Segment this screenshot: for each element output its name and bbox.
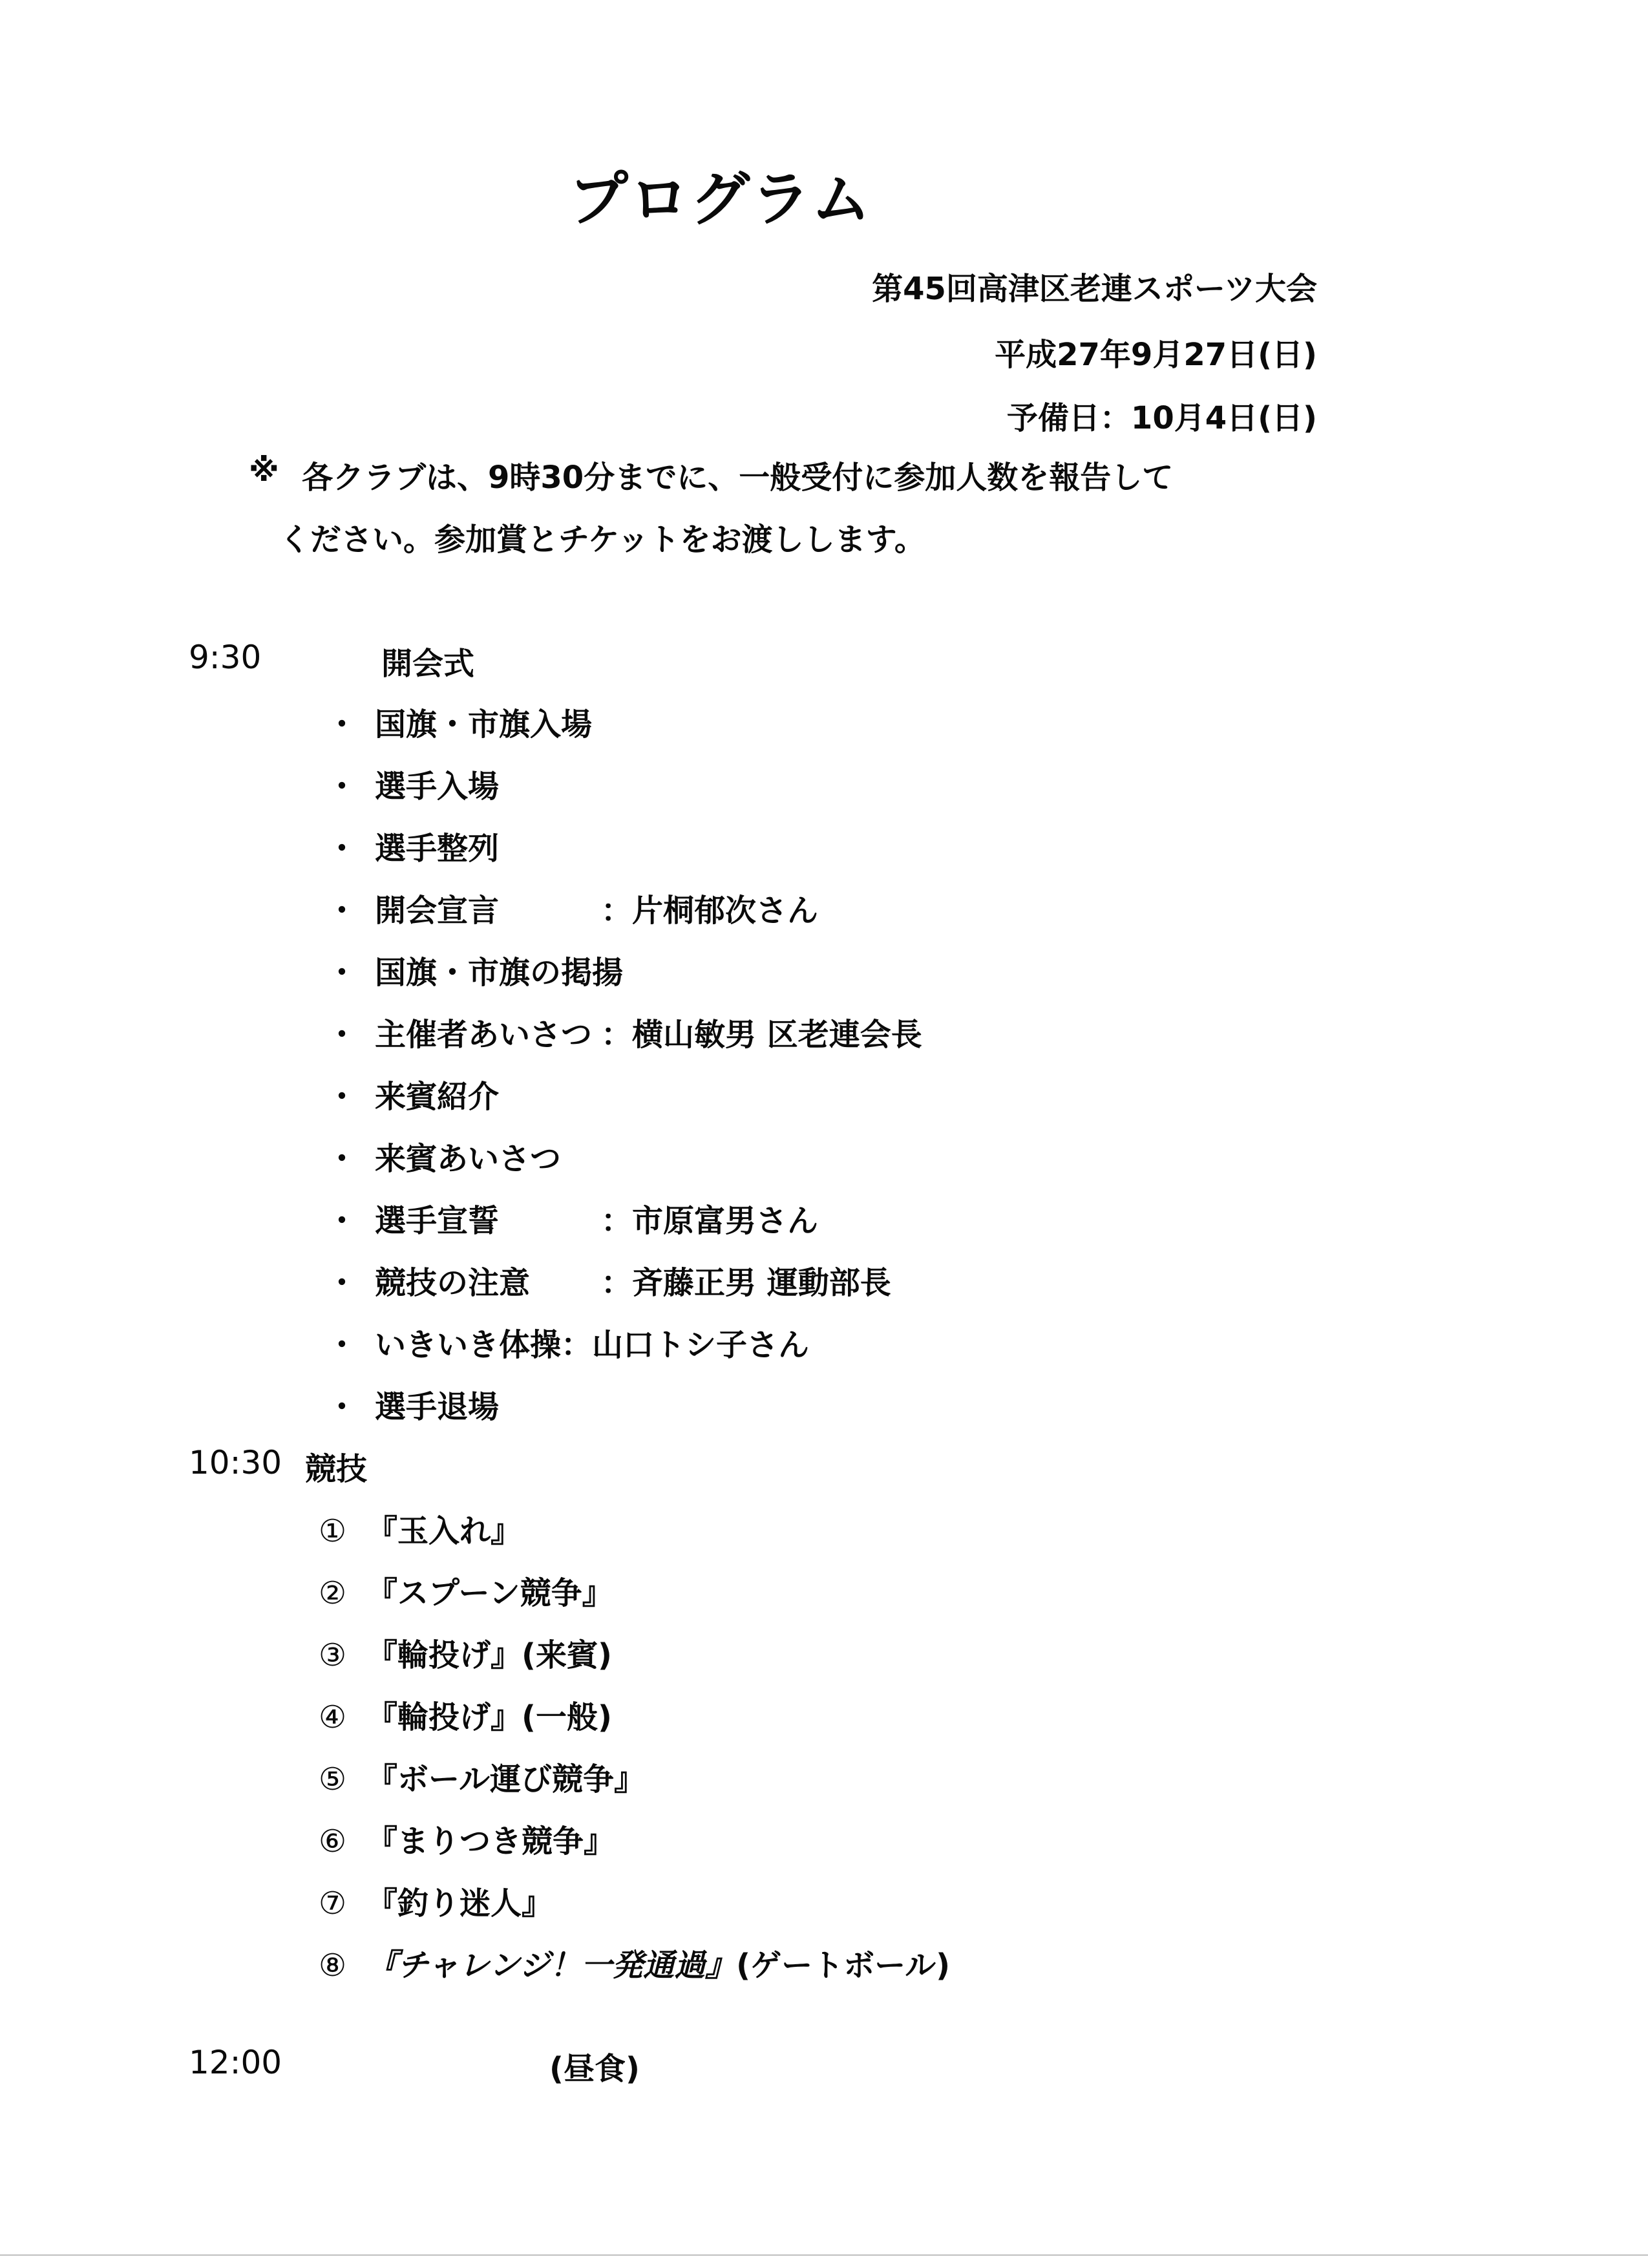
bullet: ・ <box>326 1389 358 1425</box>
competition-event <box>319 1878 553 1923</box>
opening-item <box>326 1134 561 1178</box>
item-label: 開会宣言 <box>375 893 500 929</box>
note-line-2: ください。参加賞とチケットをお渡しします。 <box>279 522 925 558</box>
event-name: 『輪投げ』 <box>366 1699 522 1735</box>
event-number: ② <box>319 1575 347 1611</box>
event-name: 『スプーン競争』 <box>366 1575 613 1611</box>
item-label: 来賓紹介 <box>375 1079 500 1115</box>
event-note: (ゲートボール) <box>736 1947 951 1984</box>
opening-item <box>326 1010 922 1054</box>
competition-event <box>319 1506 522 1551</box>
opening-item <box>326 761 499 806</box>
event-number: ⑧ <box>319 1947 347 1984</box>
competition-event <box>319 1630 612 1675</box>
item-label: 選手退場 <box>375 1389 500 1425</box>
competition-event <box>319 1568 613 1613</box>
note-mark: ※ <box>249 452 279 489</box>
event-date: 平成27年9月27日(日) <box>995 337 1317 373</box>
bullet: ・ <box>326 893 358 929</box>
bullet: ・ <box>326 1017 358 1053</box>
item-detail: ：市原富男さん <box>601 1203 819 1239</box>
opening-heading: 開会式 <box>381 646 475 682</box>
opening-item <box>326 1320 809 1364</box>
opening-time: 9:30 <box>189 639 262 676</box>
item-label: 競技の注意 <box>375 1265 531 1301</box>
bullet: ・ <box>326 768 358 805</box>
event-number: ③ <box>319 1637 347 1673</box>
competition-event <box>319 1940 950 1985</box>
item-label: 選手入場 <box>375 768 500 805</box>
event-number: ⑤ <box>319 1761 347 1797</box>
bullet: ・ <box>326 1079 358 1115</box>
bullet: ・ <box>326 1327 358 1363</box>
bullet: ・ <box>326 831 358 867</box>
lunch-time: 12:00 <box>189 2044 282 2081</box>
opening-item <box>326 1258 891 1302</box>
event-number: ⑦ <box>319 1885 347 1922</box>
event-number: ① <box>319 1513 347 1549</box>
event-number: ⑥ <box>319 1823 347 1860</box>
opening-item <box>326 823 499 868</box>
item-label: 選手整列 <box>375 831 500 867</box>
bullet: ・ <box>326 1265 358 1301</box>
reserve-date: 予備日：10月4日(日) <box>1006 400 1317 436</box>
lunch-label: (昼食) <box>549 2051 640 2087</box>
event-name: 『輪投げ』 <box>366 1637 522 1673</box>
opening-item <box>326 699 592 744</box>
item-label: 国旗・市旗の掲揚 <box>375 955 624 991</box>
item-label: いきいき体操 <box>375 1327 562 1363</box>
event-name: 『チャレンジ！一発通過』 <box>366 1947 737 1984</box>
item-label: 主催者あいさつ <box>375 1017 593 1053</box>
opening-item <box>326 948 623 992</box>
event-number: ④ <box>319 1699 347 1735</box>
opening-item <box>326 885 818 930</box>
competition-event <box>319 1754 645 1799</box>
note-line-1: 各クラブは、9時30分までに、一般受付に参加人数を報告して <box>302 460 1174 496</box>
event-name: 第45回高津区老連スポーツ大会 <box>872 271 1317 307</box>
item-label: 来賓あいさつ <box>375 1141 562 1177</box>
scan-edge-line <box>0 2254 1648 2256</box>
competition-heading: 競技 <box>305 1451 368 1487</box>
bullet: ・ <box>326 1141 358 1177</box>
item-detail: ：片桐郁次さん <box>601 893 819 929</box>
bullet: ・ <box>326 955 358 991</box>
bullet: ・ <box>326 706 358 743</box>
event-note: (来賓) <box>522 1637 612 1673</box>
event-name: 『釣り迷人』 <box>366 1885 553 1922</box>
competition-event <box>319 1816 615 1861</box>
item-label: 選手宣誓 <box>375 1203 500 1239</box>
opening-item <box>326 1382 499 1426</box>
page-title: プログラム <box>569 165 872 234</box>
item-detail: ：横山敏男 区老連会長 <box>601 1017 922 1053</box>
item-detail: ：山口トシ子さん <box>561 1327 810 1363</box>
competition-time: 10:30 <box>189 1444 282 1481</box>
event-name: 『玉入れ』 <box>366 1513 522 1549</box>
competition-event <box>319 1692 612 1737</box>
opening-item <box>326 1072 499 1116</box>
event-note: (一般) <box>522 1699 612 1735</box>
item-detail: ：斉藤正男 運動部長 <box>601 1265 891 1301</box>
event-name: 『まりつき競争』 <box>366 1823 615 1860</box>
event-name: 『ボール運び競争』 <box>366 1761 646 1797</box>
item-label: 国旗・市旗入場 <box>375 706 593 743</box>
opening-item <box>326 1196 818 1240</box>
bullet: ・ <box>326 1203 358 1239</box>
